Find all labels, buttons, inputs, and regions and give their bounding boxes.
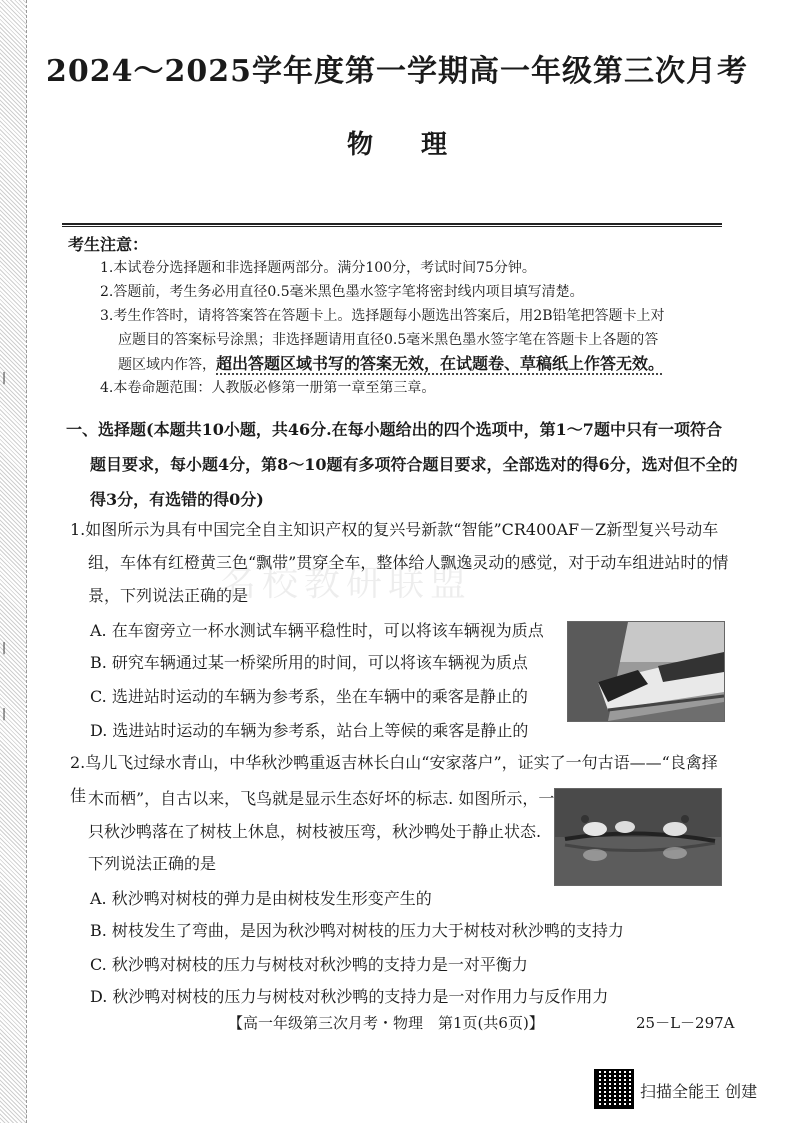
notice-item: 2.答题前，考生务必用直径0.5毫米黑色墨水签字笔将密封线内项目填写清楚。 [100,284,584,300]
question-line: 下列说法正确的是 [88,854,217,873]
section-line: 一、选择题(本题共10小题，共46分.在每小题给出的四个选项中，第1～7题中只有一项符合 [66,420,722,439]
notice-heading: 考生注意： [68,235,149,254]
option-b: B. 树枝发生了弯曲，是因为秋沙鸭对树枝的压力大于树枝对秋沙鸭的支持力 [90,921,624,940]
qr-code-icon [596,1071,632,1107]
question-line: 组，车体有红橙黄三色“飘带”贯穿全车，整体给人飘逸灵动的感觉，对于动车组进站时的情 [88,553,729,572]
option-c: C. 选进站时运动的车辆为参考系，坐在车辆中的乘客是静止的 [90,687,528,706]
notice-item [118,352,664,377]
exam-title: 2024～2025学年度第一学期高一年级第三次月考 [46,54,748,89]
divider [62,223,722,225]
section-line: 得3分，有选错的得0分) [90,490,264,509]
subject-title: 物理 [346,130,495,160]
footer-page-info: 【高一年级第三次月考・物理 第1页(共6页)】 [228,1014,544,1032]
option-a: A. 在车窗旁立一杯水测试车辆平稳性时，可以将该车辆视为质点 [90,621,544,640]
option-b: B. 研究车辆通过某一桥梁所用的时间，可以将该车辆视为质点 [90,653,528,672]
option-d: D. 秋沙鸭对树枝的压力与树枝对秋沙鸭的支持力是一对作用力与反作用力 [90,987,609,1006]
divider [62,226,722,227]
train-illustration [568,622,724,721]
notice-emphasis: 超出答题区域书写的答案无效，在试题卷、草稿纸上作答无效。 [216,354,665,373]
duck-photo [554,788,722,886]
binding-margin [0,0,27,1123]
question-line: 1.如图所示为具有中国完全自主知识产权的复兴号新款“智能”CR400AF－Z新型复兴号动车 [70,520,719,539]
question-line: 木而栖”，自古以来，飞鸟就是显示生态好坏的标志. 如图所示，一 [88,789,555,808]
question-line: 景，下列说法正确的是 [88,586,249,605]
train-photo [567,621,725,722]
notice-item-text: 题区域内作答， [118,357,216,373]
option-c: C. 秋沙鸭对树枝的压力与树枝对秋沙鸭的支持力是一对平衡力 [90,955,528,974]
footer-code: 25－L－297A [636,1014,735,1032]
duck-illustration [555,789,721,885]
notice-item: 应题目的答案标号涂黑；非选择题请用直径0.5毫米黑色墨水签字笔在答题卡上各题的答 [118,332,659,348]
question-line: 只秋沙鸭落在了树枝上休息，树枝被压弯，秋沙鸭处于静止状态. [88,822,542,841]
watermark: 名校教研联盟 [220,563,473,604]
question-line: 2.鸟儿飞过绿水青山，中华秋沙鸭重返吉林长白山“安家落户”，证实了一句古语——“良禽择佳 [70,753,718,805]
scanner-label: 扫描全能王 创建 [640,1082,758,1101]
binding-mark: | [2,370,7,384]
option-a: A. 秋沙鸭对树枝的弹力是由树枝发生形变产生的 [90,889,432,908]
binding-mark: | [2,706,7,720]
section-line: 题目要求，每小题4分，第8～10题有多项符合题目要求，全部选对的得6分，选对但不全的 [90,455,738,474]
option-d: D. 选进站时运动的车辆为参考系，站台上等候的乘客是静止的 [90,721,529,740]
binding-mark: | [2,640,7,654]
notice-item: 1.本试卷分选择题和非选择题两部分。满分100分，考试时间75分钟。 [100,260,536,276]
notice-item: 3.考生作答时，请将答案答在答题卡上。选择题每小题选出答案后，用2B铅笔把答题卡上对 [100,308,665,324]
notice-item: 4.本卷命题范围：人教版必修第一册第一章至第三章。 [100,380,436,396]
